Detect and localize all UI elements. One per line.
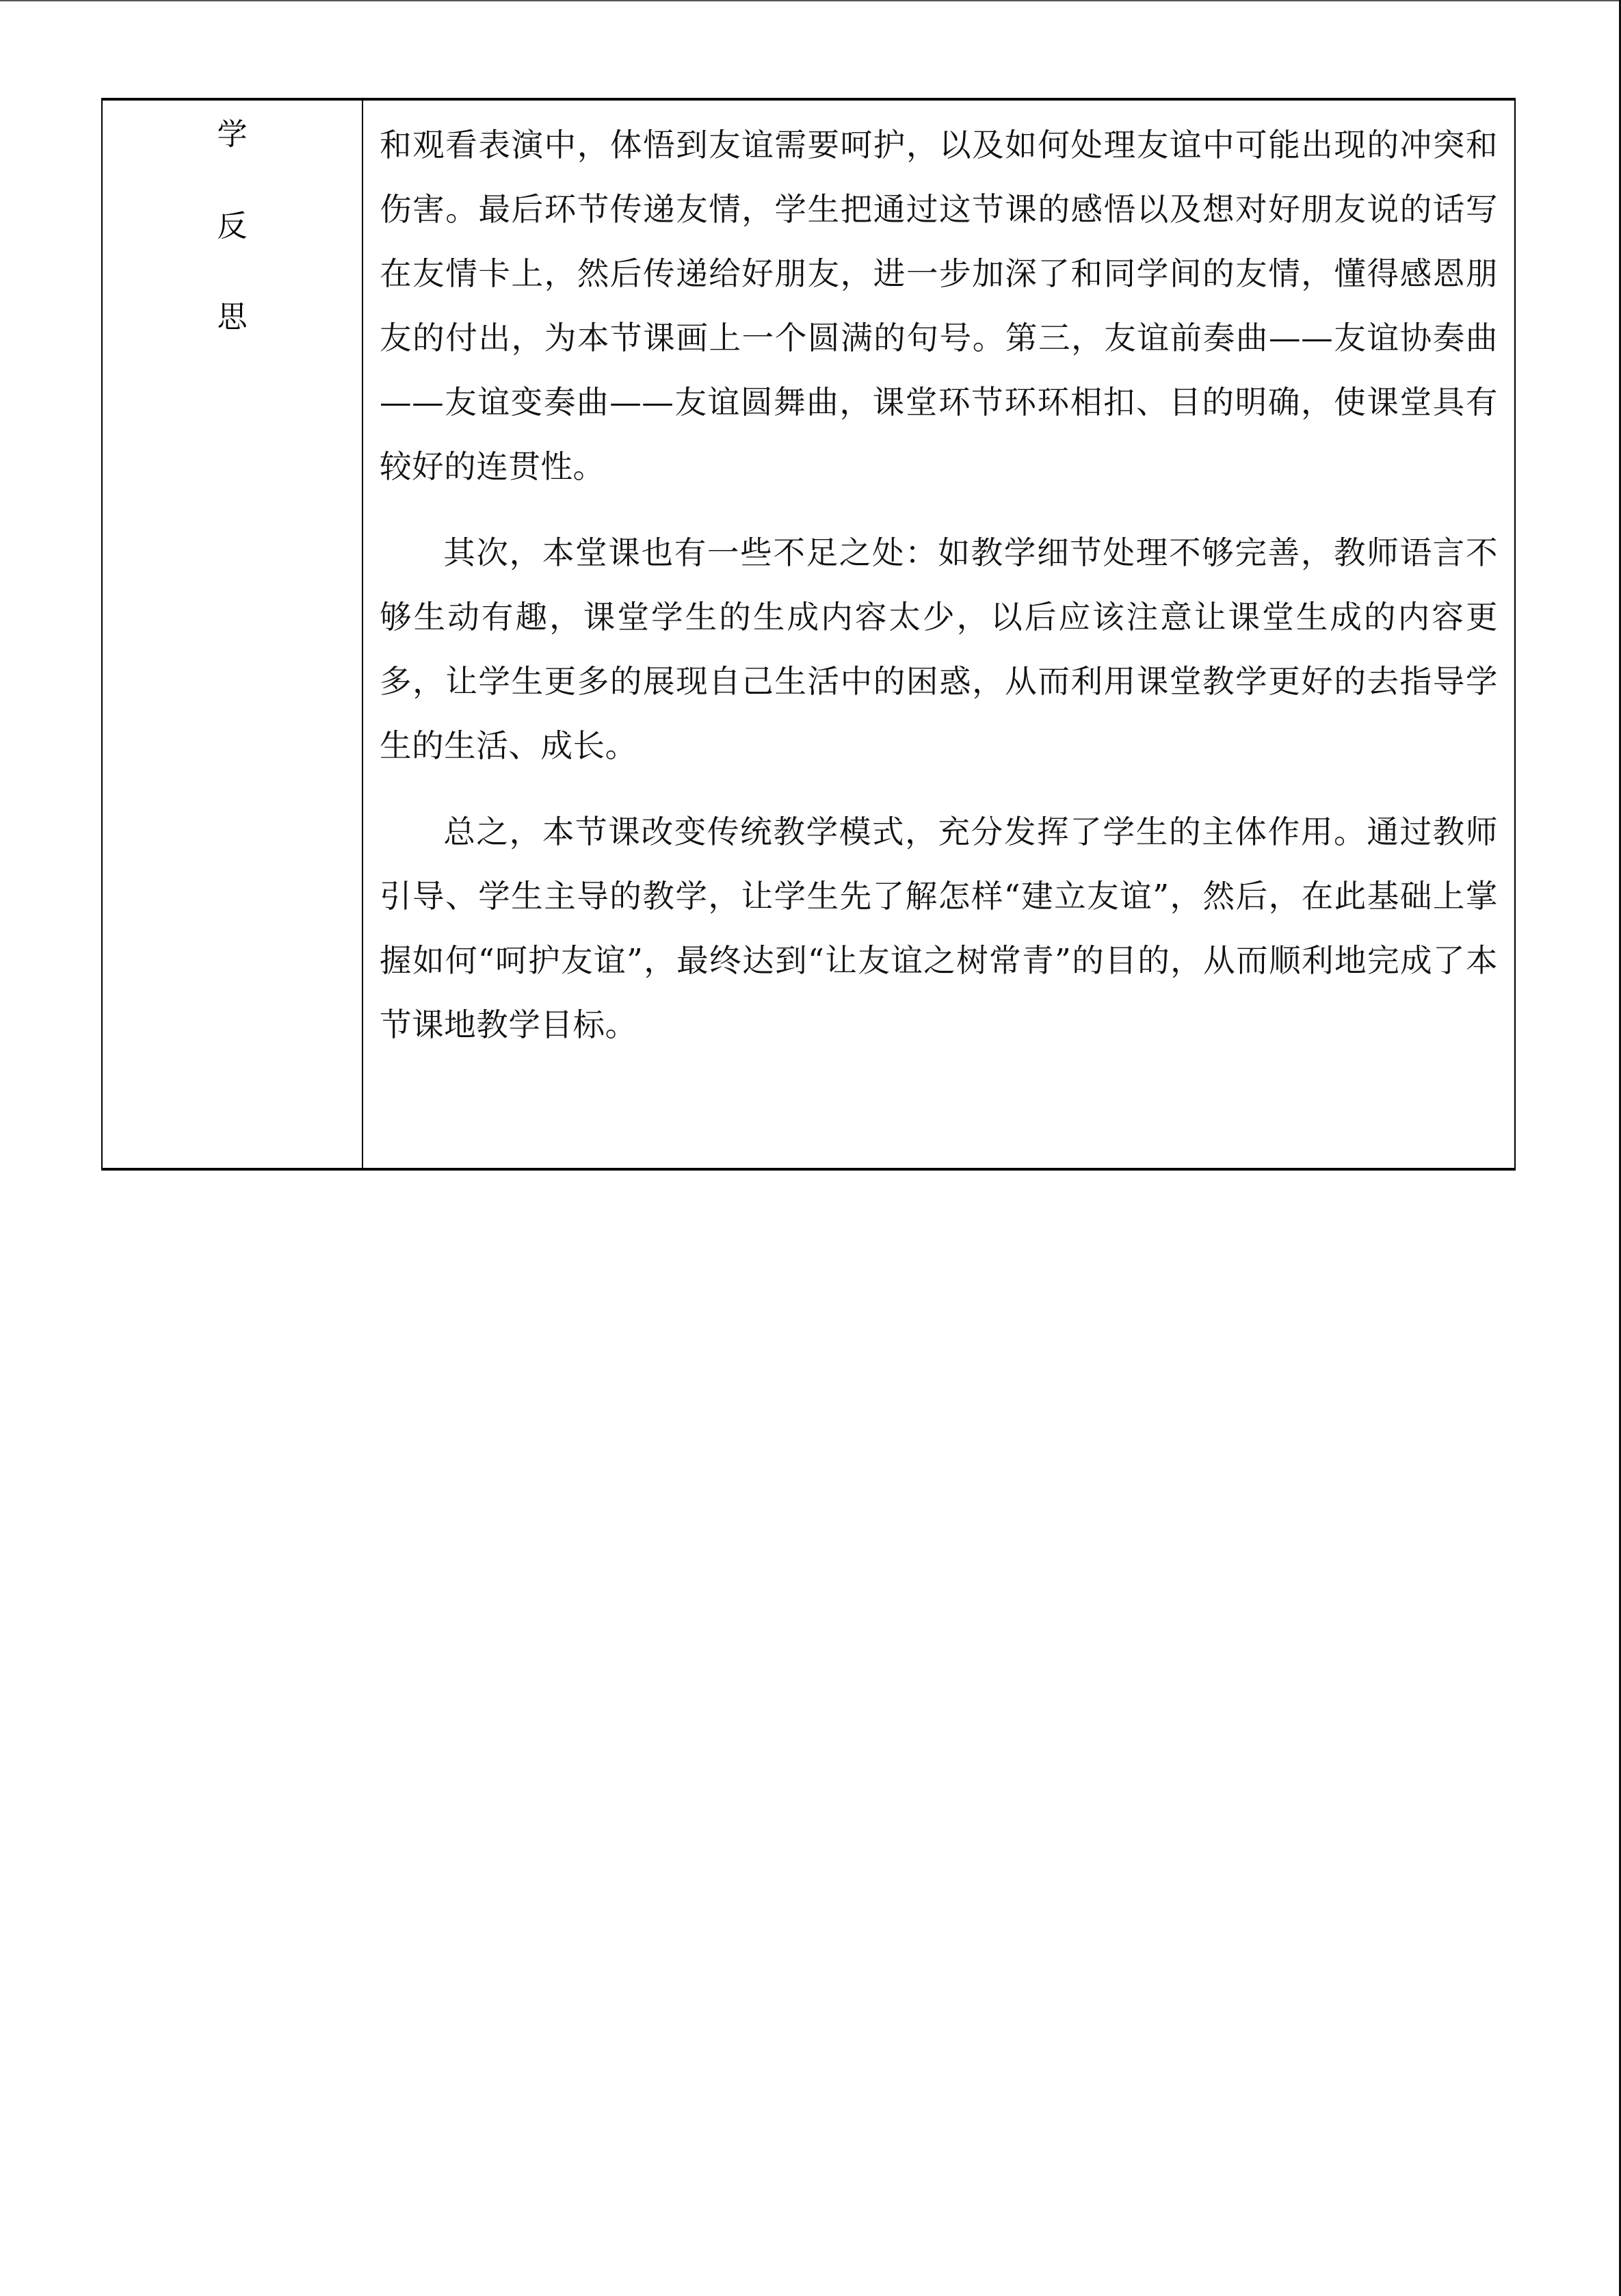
paragraph-shortcomings: 其次，本堂课也有一些不足之处：如教学细节处理不够完善，教师语言不够生动有趣，课堂学生的生成内容太少，以后应该注意让课堂生成的内容更多，让学生更多的展现自己生活中的困惑，从而利用课堂教学更好的去指导学生的生活、成长。	[380, 534, 1498, 764]
reflection-content-cell	[363, 101, 1514, 1168]
page-top-border	[0, 0, 1620, 1]
row-label-cell	[103, 101, 363, 1168]
teaching-reflection-table	[101, 98, 1516, 1171]
paragraph-continuation: 和观看表演中，体悟到友谊需要呵护，以及如何处理友谊中可能出现的冲突和伤害。最后环节传递友情，学生把通过这节课的感悟以及想对好朋友说的话写在友情卡上，然后传递给好朋友，进一步加深了和同学间的友情，懂得感恩朋友的付出，为本节课画上一个圆满的句号。第三，友谊前奏曲——友谊协奏曲——友谊变奏曲——友谊圆舞曲，课堂环节环环相扣、目的明确，使课堂具有较好的连贯性。	[380, 127, 1498, 485]
label-char-fan: 反	[217, 209, 248, 244]
paragraph-summary: 总之，本节课改变传统教学模式，充分发挥了学生的主体作用。通过教师引导、学生主导的教学，让学生先了解怎样“建立友谊”，然后，在此基础上掌握如何“呵护友谊”，最终达到“让友谊之树常青”的目的，从而顺利地完成了本节课地教学目标。	[380, 813, 1498, 1043]
label-char-xue: 学	[217, 117, 248, 152]
label-char-si: 思	[217, 300, 248, 335]
